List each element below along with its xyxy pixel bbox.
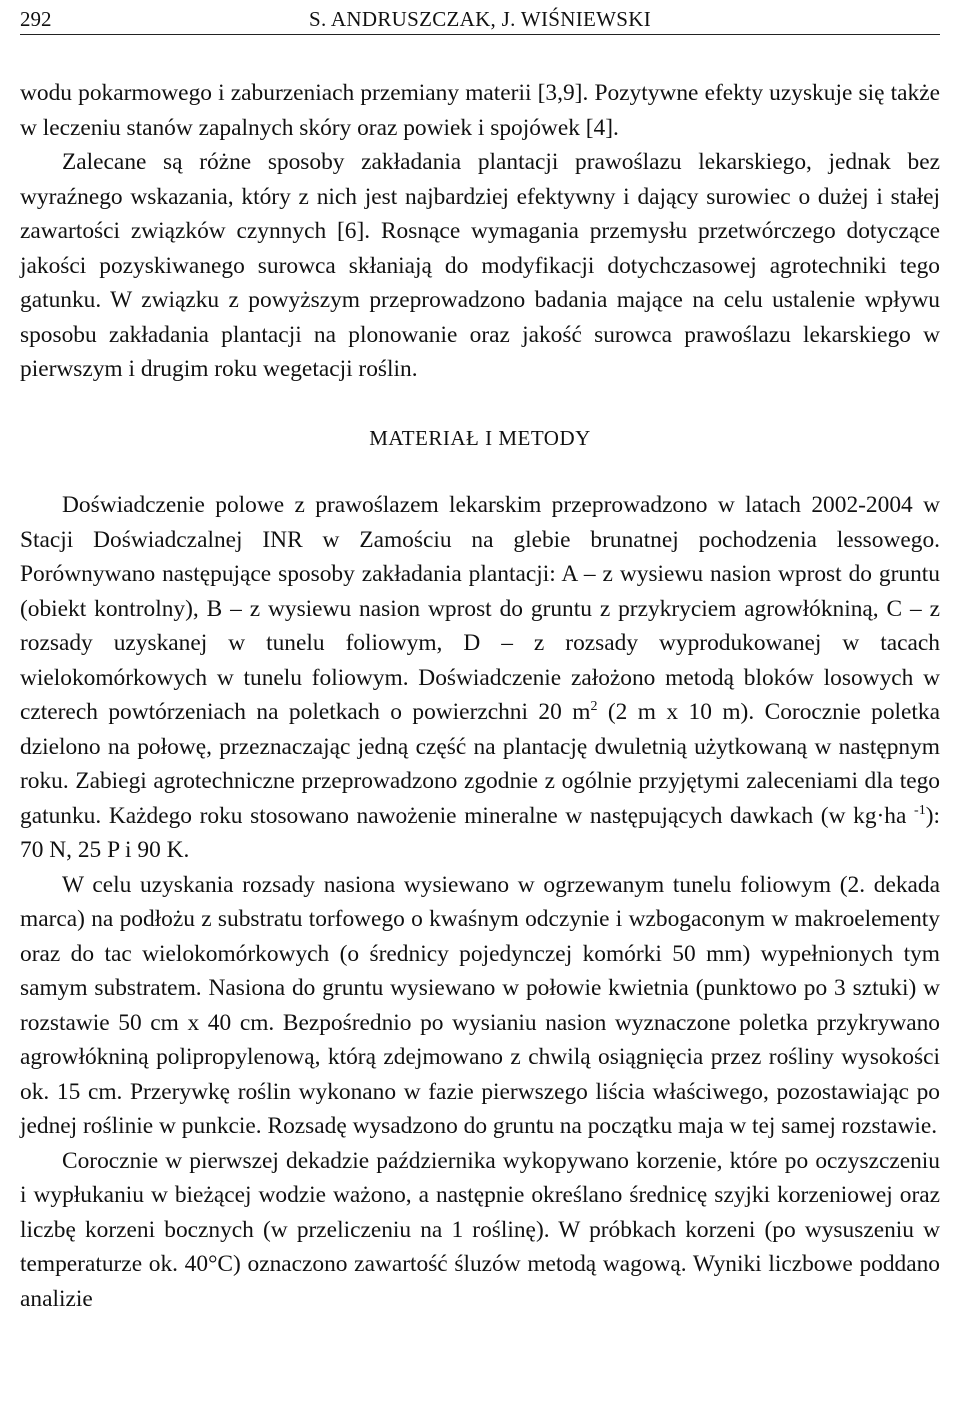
methods-paragraph-3: Corocznie w pierwszej dekadzie października wykopywano korzenie, które po oczyszczeniu i wypłukaniu w bieżącej wodzie ważono, a następnie określano średnicę szyjki korzeniowej oraz liczbę korzeni bocznych (w przeliczeniu na 1 roślinę). W próbkach korzeni (po wysuszeniu w temperaturze ok. 40°C) oznaczono zawartość śluzów metodą wagową. Wyniki liczbowe poddano analizie: [20, 1147, 940, 1312]
running-header-authors: S. ANDRUSZCZAK, J. WIŚNIEWSKI: [309, 7, 651, 31]
intro-paragraph-2: Zalecane są różne sposoby zakładania plantacji prawoślazu lekarskiego, jednak bez wyraźnego wskazania, który z nich jest najbardziej efektywny i dający surowiec o dużej i stałej zawartości związków czynnych [6]. Rosnące wymagania przemysłu przetwórczego dotyczące jakości pozyskiwanego surowca skłaniają do modyfikacji dotychczasowej agrotechniki tego gatunku. W związku z powyższym przeprowadzono badania mające na celu ustalenie wpływu sposobu zakładania plantacji na plonowanie oraz jakość surowca prawoślazu lekarskiego w pierwszym i drugim roku wegetacji roślin.: [20, 149, 940, 382]
running-header: [20, 4, 940, 35]
intro-paragraph-1: wodu pokarmowego i zaburzeniach przemiany materii [3,9]. Pozytywne efekty uzyskuje się także w leczeniu stanów zapalnych skóry oraz powiek i spojówek [4].: [20, 80, 940, 141]
methods-p1-text-b: (2 m x 10 m). Corocznie poletka dzielono na połowę, przeznaczając jedną część na plantację dwuletnią użytkowaną w następnym roku. Zabiegi agrotechniczne przeprowadzono zgodnie z ogólnie przyjętymi zaleceniami dla tego gatunku. Każdego roku stosowano nawożenie mineralne w następujących dawkach (w kg·ha: [20, 699, 940, 829]
methods-paragraph-1: [20, 488, 940, 868]
article-body: [20, 76, 940, 1316]
methods-p1-superscript-area: 2: [590, 699, 598, 714]
methods-p1-superscript-unit: -1: [914, 802, 926, 818]
methods-paragraph-2: W celu uzyskania rozsady nasiona wysiewano w ogrzewanym tunelu foliowym (2. dekada marca) na podłożu z substratu torfowego o kwaśnym odczynie i wzbogaconym w makroelementy oraz do tac wielokomórkowych (o średnicy pojedynczej komórki 50 mm) wypełnionych tym samym substratem. Nasiona do gruntu wysiewano w połowie kwietnia (punktowo po 3 sztuki) w rozstawie 50 cm x 40 cm. Bezpośrednio po wysianiu nasion wyznaczone poletka przykrywano agrowłókniną polipropylenową, którą zdejmowano z chwilą osiągnięcia przez rośliny wysokości ok. 15 cm. Przerywkę roślin wykonano w fazie pierwszego liścia właściwego, pozostawiając po jednej roślinie w punkcie. Rozsadę wysadzono do gruntu na początku maja w tej samej rozstawie.: [20, 871, 940, 1139]
section-heading-methods: MATERIAŁ I METODY: [369, 425, 591, 450]
methods-p1-text-c: ): 70 N, 25 P i 90 K.: [20, 802, 940, 863]
page-number: 292: [20, 7, 52, 31]
methods-p1-text-a: Doświadczenie polowe z prawoślazem lekarskim przeprowadzono w latach 2002-2004 w Stacji Doświadczalnej INR w Zamościu na glebie brunatnej pochodzenia lessowego. Porównywano następujące sposoby zakładania plantacji: A – z wysiewu nasion wprost do gruntu (obiekt kontrolny), B – z wysiewu nasion wprost do gruntu z przykryciem agrowłókniną, C – z rozsady uzyskanej w tunelu foliowym, D – z rozsady wyprodukowanej w tacach wielokomórkowych w tunelu foliowym. Doświadczenie założono metodą bloków losowych w czterech powtórzeniach na poletkach o powierzchni 20 m: [20, 492, 940, 725]
